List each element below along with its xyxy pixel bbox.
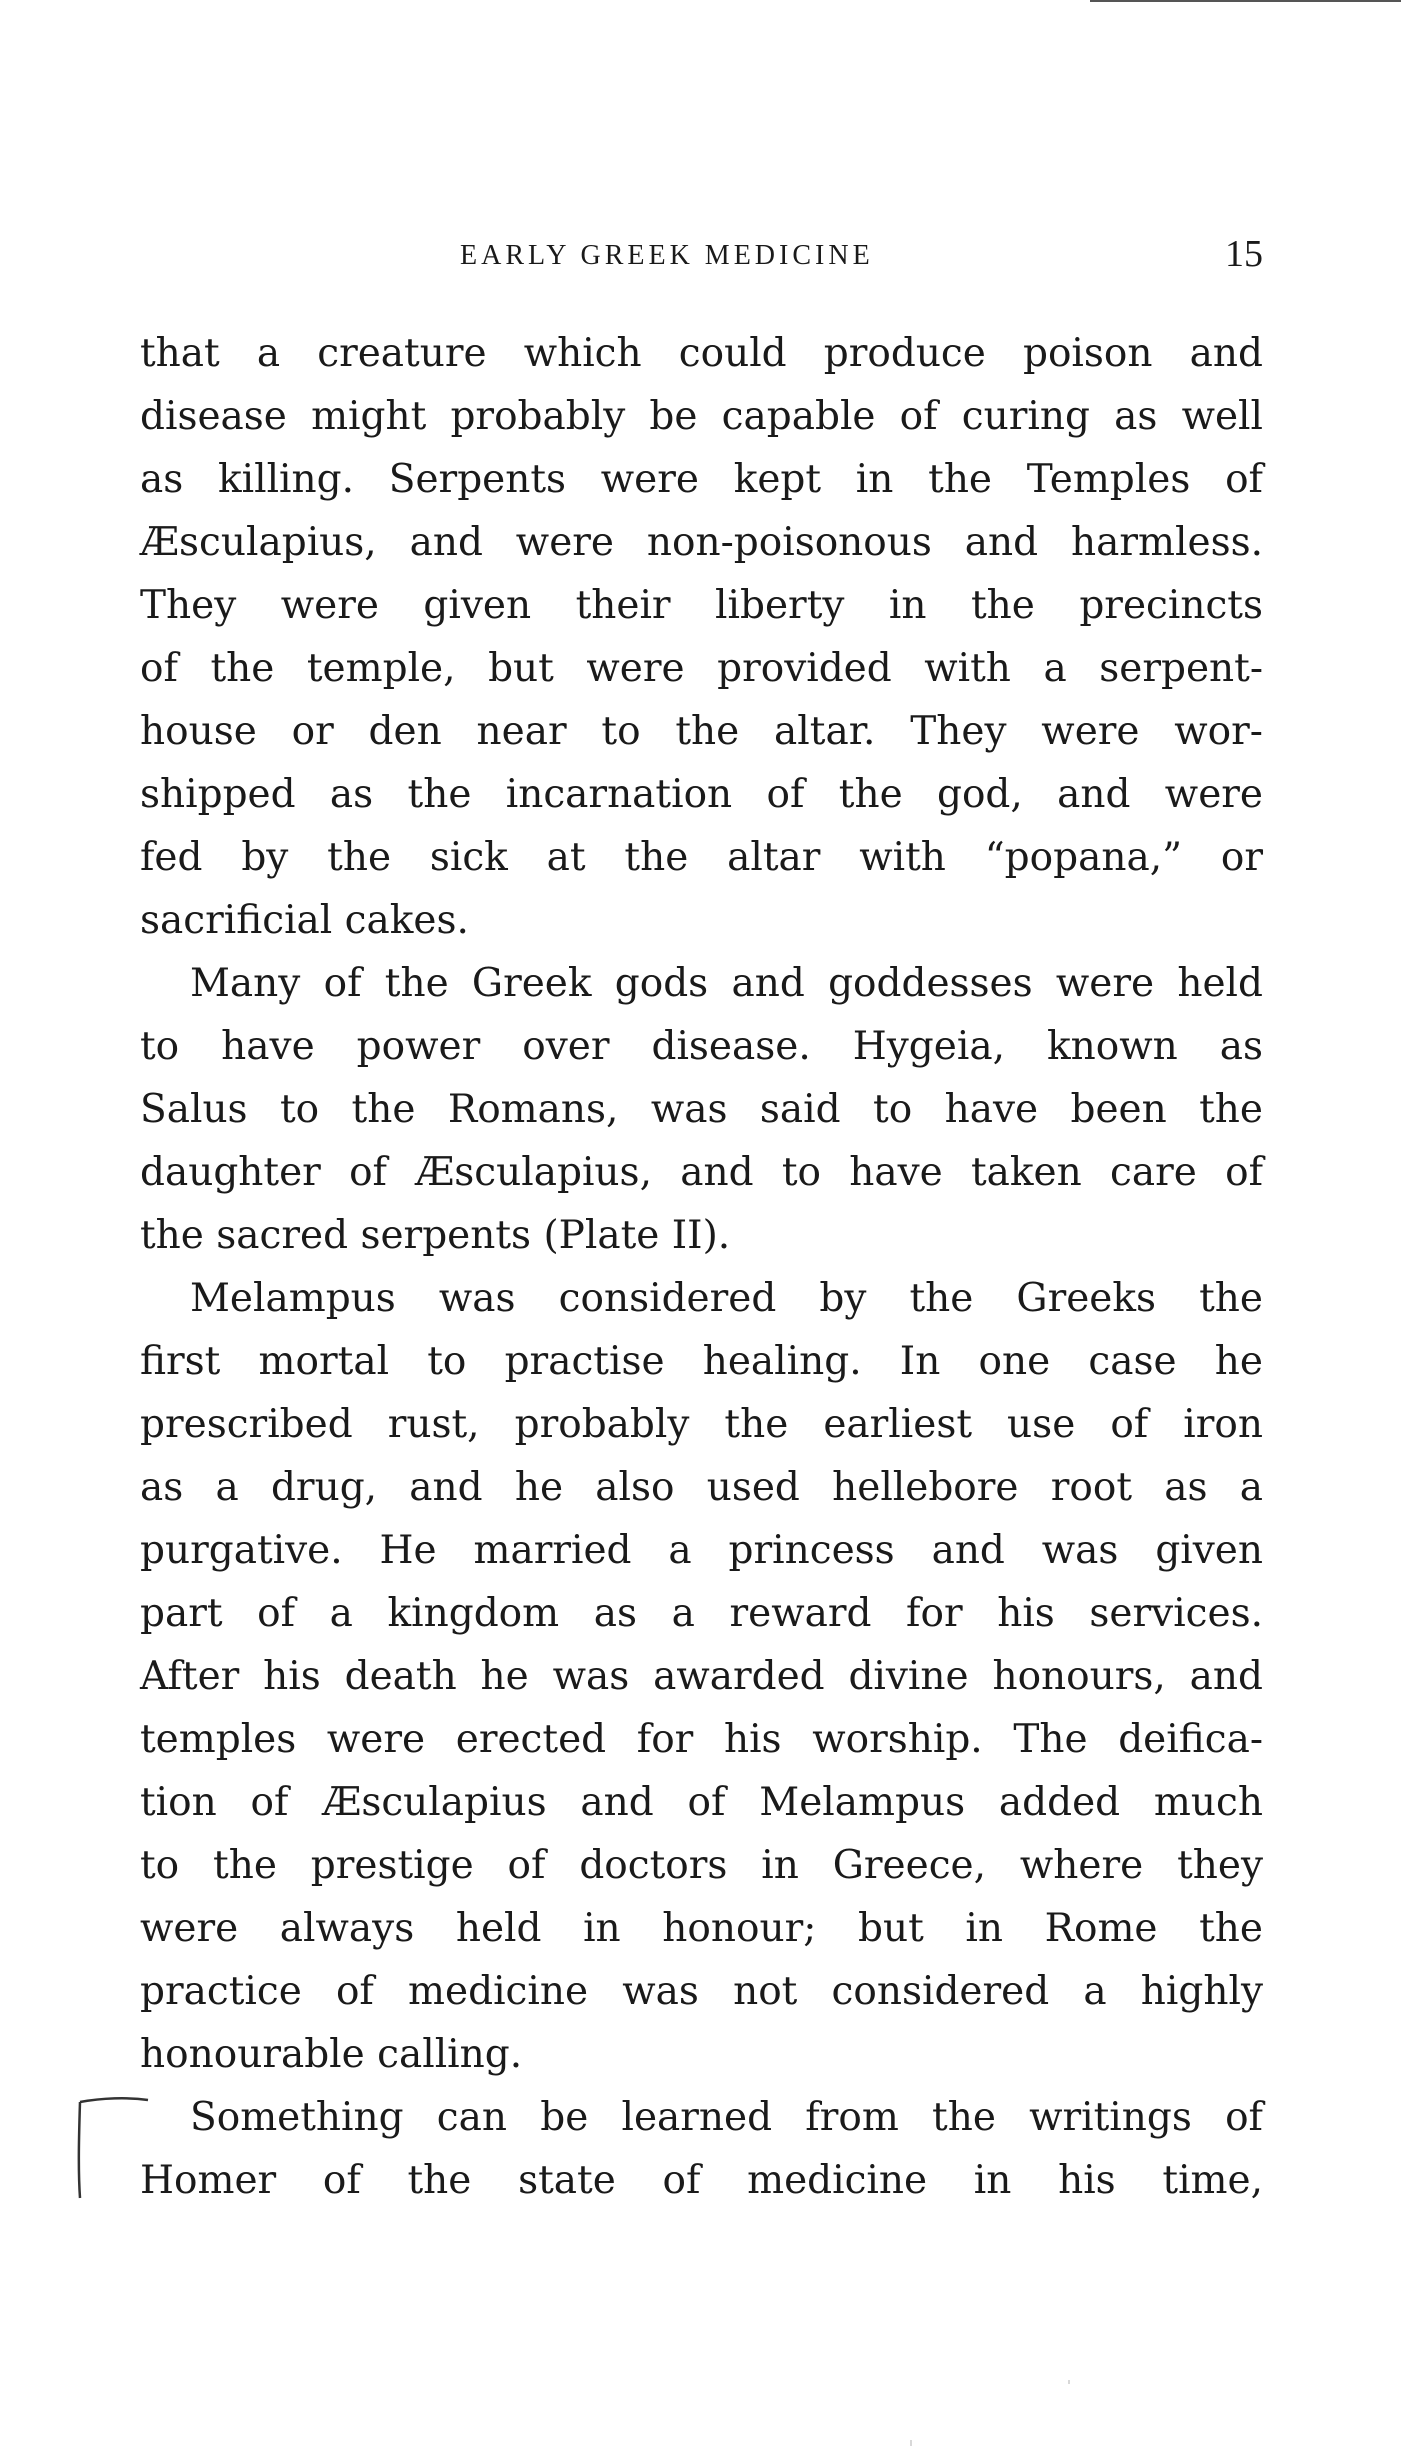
text-line: to the prestige of doctors in Greece, where they	[140, 1843, 1263, 1888]
text-line: Salus to the Romans, was said to have been the	[140, 1087, 1263, 1132]
text-line: part of a kingdom as a reward for his services.	[140, 1591, 1263, 1636]
text-line: that a creature which could produce poison and	[140, 331, 1263, 376]
bracket-top-stroke	[80, 2098, 148, 2102]
text-line: temples were erected for his worship. The deifica-	[140, 1717, 1263, 1762]
text-line: Something can be learned from the writings of	[190, 2095, 1263, 2140]
page-header	[140, 232, 1263, 280]
bracket-side-stroke	[79, 2102, 80, 2198]
text-line: shipped as the incarnation of the god, and were	[140, 772, 1263, 817]
text-line: Many of the Greek gods and goddesses were held	[190, 961, 1263, 1006]
paragraph-1	[140, 322, 1263, 952]
page-number: 15	[1225, 233, 1263, 275]
paragraph-2	[140, 952, 1263, 1267]
text-line: Melampus was considered by the Greeks the	[190, 1276, 1263, 1321]
paper-speck	[1068, 2380, 1070, 2384]
text-line: as a drug, and he also used hellebore root as a	[140, 1465, 1263, 1510]
text-line: tion of Æsculapius and of Melampus added much	[140, 1780, 1263, 1825]
text-line: the sacred serpents (Plate II).	[140, 1213, 731, 1258]
text-line: fed by the sick at the altar with “popana,” or	[140, 835, 1263, 880]
text-line: were always held in honour; but in Rome the	[140, 1906, 1263, 1951]
text-line: house or den near to the altar. They were wor-	[140, 709, 1263, 754]
top-edge-rule	[1090, 0, 1401, 2]
text-line: disease might probably be capable of curing as well	[140, 394, 1263, 439]
text-line: After his death he was awarded divine honours, and	[140, 1654, 1263, 1699]
text-line: as killing. Serpents were kept in the Temples of	[140, 457, 1263, 502]
body-text	[140, 322, 1263, 2212]
text-line: first mortal to practise healing. In one case he	[140, 1339, 1263, 1384]
running-title: EARLY GREEK MEDICINE	[460, 240, 874, 271]
paragraph-4	[140, 2086, 1263, 2212]
paragraph-3	[140, 1267, 1263, 2086]
text-line: prescribed rust, probably the earliest use of iron	[140, 1402, 1263, 1447]
text-line: Æsculapius, and were non-poisonous and harmless.	[140, 520, 1263, 565]
text-line: of the temple, but were provided with a serpent-	[140, 646, 1263, 691]
text-line: Homer of the state of medicine in his time,	[140, 2158, 1263, 2203]
text-line: to have power over disease. Hygeia, known as	[140, 1024, 1263, 1069]
text-line: purgative. He married a princess and was given	[140, 1528, 1263, 1573]
text-line: sacrificial cakes.	[140, 898, 469, 943]
text-line: They were given their liberty in the precincts	[140, 583, 1263, 628]
text-line: daughter of Æsculapius, and to have taken care of	[140, 1150, 1263, 1195]
text-line: honourable calling.	[140, 2032, 523, 2077]
text-line: practice of medicine was not considered a highly	[140, 1969, 1263, 2014]
paper-speck	[910, 2440, 912, 2446]
